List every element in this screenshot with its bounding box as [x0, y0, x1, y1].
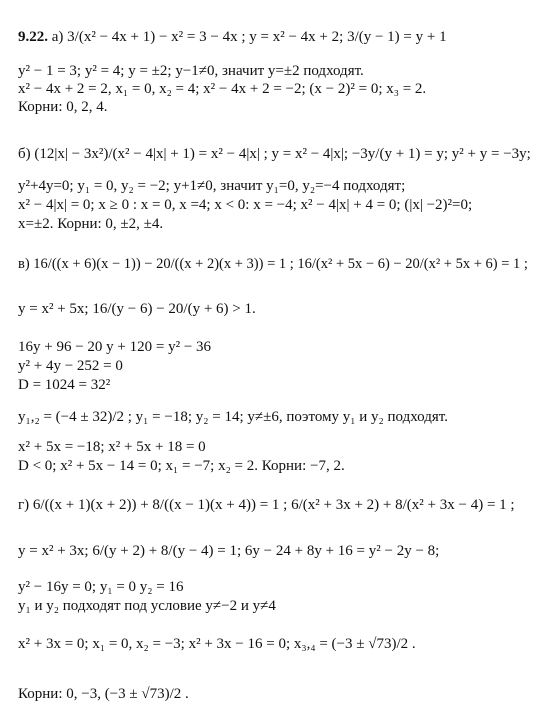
line-a-3: x² − 4x + 2 = 2, x₁ = 0, x₂ = 4; x² − 4x + 2 = −2; (x − 2)² = 0; x₃ = 2.: [18, 81, 427, 97]
line-g-2: y = x² + 3x; 6/(y + 2) + 8/(y − 4) = 1; 6y − 24 + 8y + 16 = y² − 2y − 8;: [18, 543, 440, 559]
line-b-answer: x=±2. Корни: 0, ±2, ±4.: [18, 216, 164, 232]
line-v-4: y² + 4y − 252 = 0: [18, 358, 123, 374]
line-g-4: y₁ и y₂ подходят под условие y≠−2 и y≠4: [18, 598, 276, 614]
line-text: а) 3/(x² − 4x + 1) − x² = 3 − 4x ; y = x² − 4x + 2; 3/(y − 1) = y + 1: [51, 29, 447, 45]
line-v-7: x² + 5x = −18; x² + 5x + 18 = 0: [18, 439, 206, 455]
line-a-2: y² − 1 = 3; y² = 4; y = ±2; y−1≠0, значит y=±2 подходят.: [18, 63, 364, 79]
line-v-3: 16y + 96 − 20 y + 120 = y² − 36: [18, 339, 212, 355]
line-b-equation: б) (12|x| − 3x²)/(x² − 4|x| + 1) = x² − 4|x| ; y = x² − 4|x|; −3y/(y + 1) = y; y² + y = −3y;: [18, 146, 531, 162]
line-v-2: y = x² + 5x; 16/(y − 6) − 20/(y + 6) > 1.: [18, 301, 256, 317]
line-v-5: D = 1024 = 32²: [18, 377, 111, 393]
problem-number: 9.22.: [18, 29, 48, 45]
line-b-3: x² − 4|x| = 0; x ≥ 0 : x = 0, x =4; x < 0: x = −4; x² − 4|x| + 4 = 0; (|x| −2)²=0;: [18, 197, 473, 213]
line-a-equation: [18, 28, 542, 46]
line-g-3: y² − 16y = 0; y₁ = 0 y₂ = 16: [18, 579, 184, 595]
line-v-6: y₁,₂ = (−4 ± 32)/2 ; y₁ = −18; y₂ = 14; y≠±6, поэтому y₁ и y₂ подходят.: [18, 409, 448, 425]
line-g-equation: г) 6/((x + 1)(x + 2)) + 8/((x − 1)(x + 4)) = 1 ; 6/(x² + 3x + 2) + 8/(x² + 3x − 4) = 1 ;: [18, 497, 515, 513]
line-b-2: y²+4y=0; y₁ = 0, y₂ = −2; y+1≠0, значит y₁=0, y₂=−4 подходят;: [18, 178, 406, 194]
line-g-answer: Корни: 0, −3, (−3 ± √73)/2 .: [18, 686, 189, 702]
line-v-answer: D < 0; x² + 5x − 14 = 0; x₁ = −7; x₂ = 2. Корни: −7, 2.: [18, 458, 345, 474]
line-g-5: x² + 3x = 0; x₁ = 0, x₂ = −3; x² + 3x − 16 = 0; x₃,₄ = (−3 ± √73)/2 .: [18, 636, 416, 652]
line-v-equation: в) 16/((x + 6)(x − 1)) − 20/((x + 2)(x + 3)) = 1 ; 16/(x² + 5x − 6) − 20/(x² + 5x + 6) = 1 ;: [18, 256, 528, 272]
line-a-answer: Корни: 0, 2, 4.: [18, 99, 108, 115]
